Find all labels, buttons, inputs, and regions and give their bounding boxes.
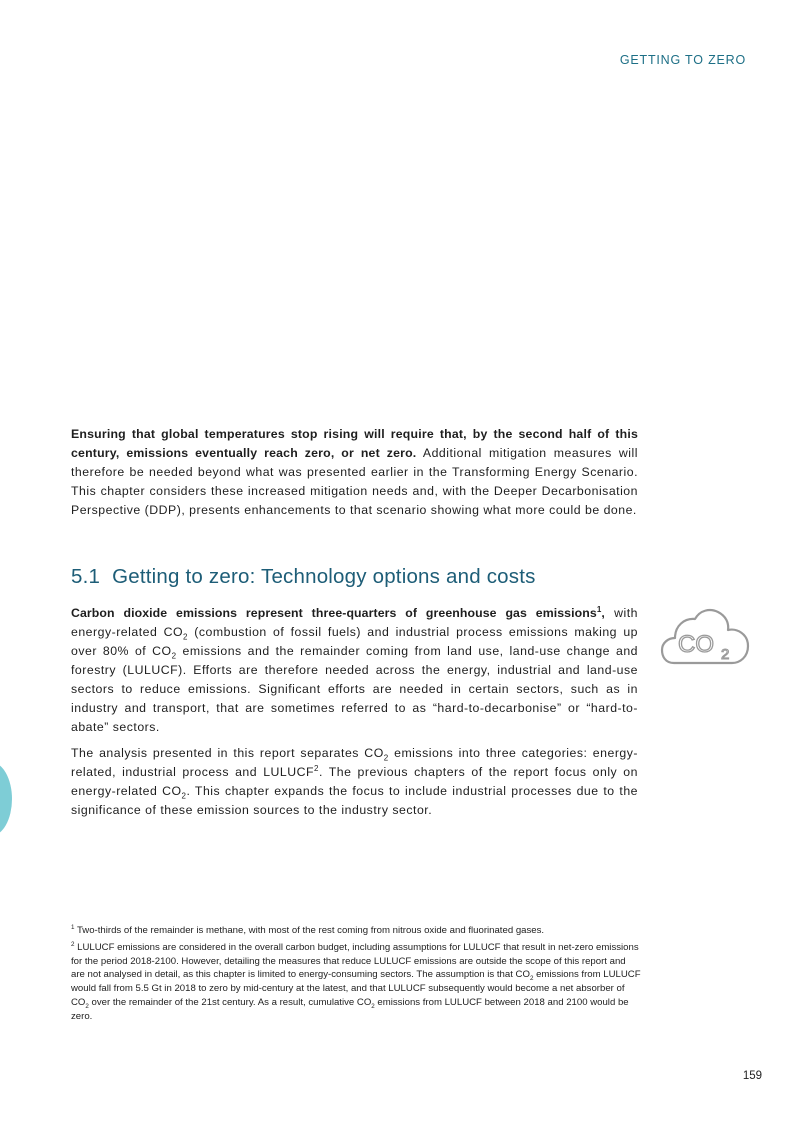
running-header: GETTING TO ZERO bbox=[619, 53, 746, 67]
intro-lead: Ensuring that global temperatures stop rising will require that, by the second half of this century, emissions eventually reach zero, or net zero. bbox=[71, 427, 638, 460]
paragraph-1: Carbon dioxide emissions represent three-quarters of greenhouse gas emissions$^1$, with energy-related $CO_2$ (combustion of fossil fuels) and industrial process emissions making up over 80% of $CO_2$ emissions and the remainder coming from land use, land-use change and forestry (LULUCF). Efforts are therefore needed across the energy, industrial and land-use sectors to reduce emissions. Significant efforts are needed in certain sectors, such as in industry and transport, that are sometimes referred to as “hard-to-decarbonise” or “hard-to-abate” sectors. bbox=[71, 604, 638, 734]
section-number: 5.1 bbox=[71, 565, 101, 588]
paragraph-1-lead: Carbon dioxide emissions represent three-quarters of greenhouse gas emissions$^1$, bbox=[71, 604, 605, 620]
footnote-ref-2: 2 bbox=[314, 763, 319, 773]
intro-paragraph bbox=[71, 425, 638, 520]
co2-icon-text: CO bbox=[678, 631, 714, 658]
section-title: Getting to zero: Technology options and costs bbox=[112, 565, 536, 588]
page-number: 159 bbox=[742, 1070, 762, 1082]
side-tab-decoration bbox=[0, 762, 12, 836]
footnote-1: $^1$ Two-thirds of the remainder is methane, with most of the rest coming from nitrous oxide and fluorinated gases. bbox=[71, 923, 545, 936]
paragraph-2: The analysis presented in this report separates $CO_2$ emissions into three categories: energy-related, industrial process and LULUCF$^2$. The previous chapters of the report focus only on energy-related $CO_2$. This chapter expands the focus to include industrial processes due to the significance of these emission sources to the industry sector. bbox=[71, 746, 638, 817]
co2-cloud-icon bbox=[660, 606, 752, 666]
footnotes bbox=[71, 924, 641, 1027]
footnote-ref-1: 1 bbox=[596, 604, 602, 614]
footnote-2: $^2$ LULUCF emissions are considered in the overall carbon budget, including assumptions for LULUCF that result in net-zero emissions for the period 2018-2100. However, detailing the measures that reduce LULUCF emissions are outside the scope of this report and are not analysed in detail, as this chapter is limited to energy-consuming sectors. The assumption is that $CO_2$ emissions from LULUCF would fall from 5.5 Gt in 2018 to zero by mid-century at the latest, and that LULUCF subsequently would become a net absorber of $CO_2$ over the remainder of the 21st century. As a result, cumulative $CO_2$ emissions from LULUCF between 2018 and 2100 would be zero. bbox=[71, 940, 641, 1022]
intro-text: Additional mitigation measures will therefore be needed beyond what was presented earlier in the Transforming Energy Scenario. This chapter considers these increased mitigation needs and, with the Deeper Decarbonisation Perspective (DDP), presents enhancements to that scenario showing what more could be done. bbox=[71, 446, 638, 517]
co2-icon-subscript: 2 bbox=[721, 646, 730, 663]
section-heading bbox=[71, 565, 536, 589]
